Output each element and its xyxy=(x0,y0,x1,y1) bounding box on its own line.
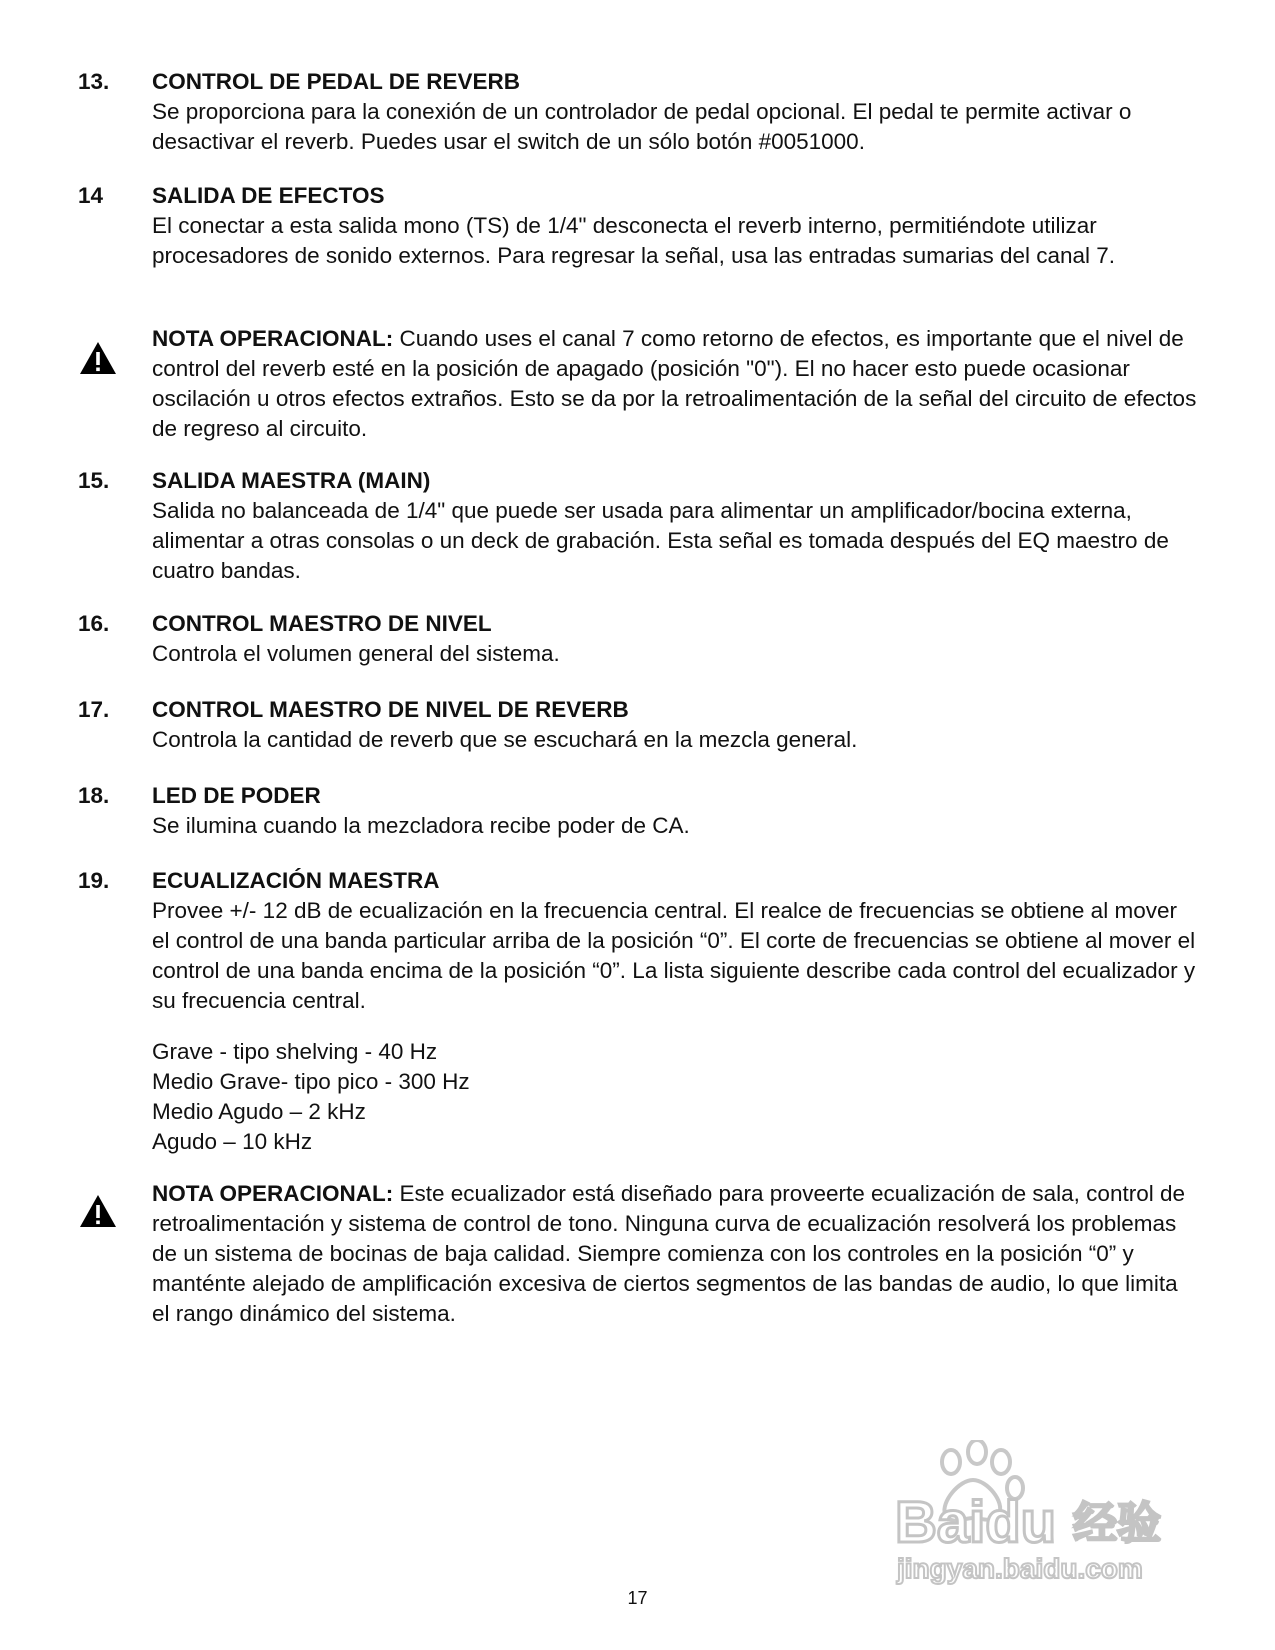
section-number: 13. xyxy=(78,69,110,94)
section-body: Se ilumina cuando la mezcladora recibe poder de CA. xyxy=(152,813,690,838)
list-item: Medio Grave- tipo pico - 300 Hz xyxy=(152,1069,470,1094)
section-body: El conectar a esta salida mono (TS) de 1/4" desconecta el reverb interno, permitiéndote utilizar procesadores de sonido externos. Para regresar la señal, usa las entradas sumarias del canal 7. xyxy=(152,213,1116,268)
note-lead: NOTA OPERACIONAL: xyxy=(152,1181,394,1206)
section-title: ECUALIZACIÓN MAESTRA xyxy=(152,868,440,893)
section-body: Provee +/- 12 dB de ecualización en la frecuencia central. El realce de frecuencias se obtiene al mover el control de una banda particular arriba de la posición “0”. El corte de frecuencias se obtiene al mover el control de una banda encima de la posición “0”. La lista siguiente describe cada control del ecualizador y su frecuencia central. xyxy=(152,898,1196,1013)
section-18 xyxy=(78,781,1198,841)
section-body: Salida no balanceada de 1/4" que puede ser usada para alimentar un amplificador/bocina externa, alimentar a otras consolas o un deck de grabación. Esta señal es tomada después del EQ maestro de cuatro bandas. xyxy=(152,498,1169,583)
warning-triangle-icon xyxy=(78,340,118,376)
note-text: Este ecualizador está diseñado para proveerte ecualización de sala, control de retroalimentación y sistema de control de tono. Ninguna curva de ecualización resolverá los problemas de un sistema de bocinas de baja calidad. Siempre comienza con los controles en la posición “0” y manténte alejado de amplificación excesiva de ciertos segmentos de las bandas de audio, lo que limita el rango dinámico del sistema. xyxy=(152,1181,1185,1326)
section-number: 19. xyxy=(78,868,110,893)
section-number: 16. xyxy=(78,611,110,636)
list-item: Agudo – 10 kHz xyxy=(152,1129,313,1154)
section-title: CONTROL MAESTRO DE NIVEL DE REVERB xyxy=(152,697,629,722)
section-16 xyxy=(78,609,1198,669)
section-title: SALIDA MAESTRA (MAIN) xyxy=(152,468,431,493)
section-title: SALIDA DE EFECTOS xyxy=(152,183,385,208)
watermark-logo: Baidu xyxy=(895,1490,1057,1555)
section-title: LED DE PODER xyxy=(152,783,321,808)
watermark-url: jingyan.baidu.com xyxy=(897,1553,1143,1584)
watermark-cn: 经验 xyxy=(1073,1498,1161,1549)
list-item: Medio Agudo – 2 kHz xyxy=(152,1099,366,1124)
section-body: Controla la cantidad de reverb que se escuchará en la mezcla general. xyxy=(152,727,858,752)
section-17 xyxy=(78,695,1198,755)
section-title: CONTROL MAESTRO DE NIVEL xyxy=(152,611,492,636)
operational-note-2 xyxy=(78,1179,1198,1329)
section-number: 18. xyxy=(78,783,110,808)
section-title: CONTROL DE PEDAL DE REVERB xyxy=(152,69,520,94)
note-lead: NOTA OPERACIONAL: xyxy=(152,326,394,351)
section-body: Controla el volumen general del sistema. xyxy=(152,641,560,666)
warning-triangle-icon xyxy=(78,1193,118,1229)
eq-band-list xyxy=(152,1037,470,1157)
section-body: Se proporciona para la conexión de un controlador de pedal opcional. El pedal te permite activar o desactivar el reverb. Puedes usar el switch de un sólo botón #0051000. xyxy=(152,99,1132,154)
section-number: 17. xyxy=(78,697,110,722)
section-number: 15. xyxy=(78,468,110,493)
note-paragraph xyxy=(152,324,1198,444)
section-14 xyxy=(78,181,1198,271)
operational-note-1 xyxy=(78,324,1198,444)
note-text: Cuando uses el canal 7 como retorno de efectos, es importante que el nivel de control del reverb esté en la posición de apagado (posición "0"). El no hacer esto puede ocasionar oscilación u otros efectos extraños. Esto se da por la retroalimentación de la señal del circuito de efectos de regreso al circuito. xyxy=(152,326,1197,441)
page-number: 17 xyxy=(627,1588,648,1608)
baidu-watermark xyxy=(895,1440,1215,1590)
note-paragraph xyxy=(152,1179,1198,1329)
section-15 xyxy=(78,466,1198,586)
section-19 xyxy=(78,866,1198,1016)
list-item: Grave - tipo shelving - 40 Hz xyxy=(152,1039,438,1064)
section-number: 14 xyxy=(78,183,104,208)
section-13 xyxy=(78,67,1198,157)
